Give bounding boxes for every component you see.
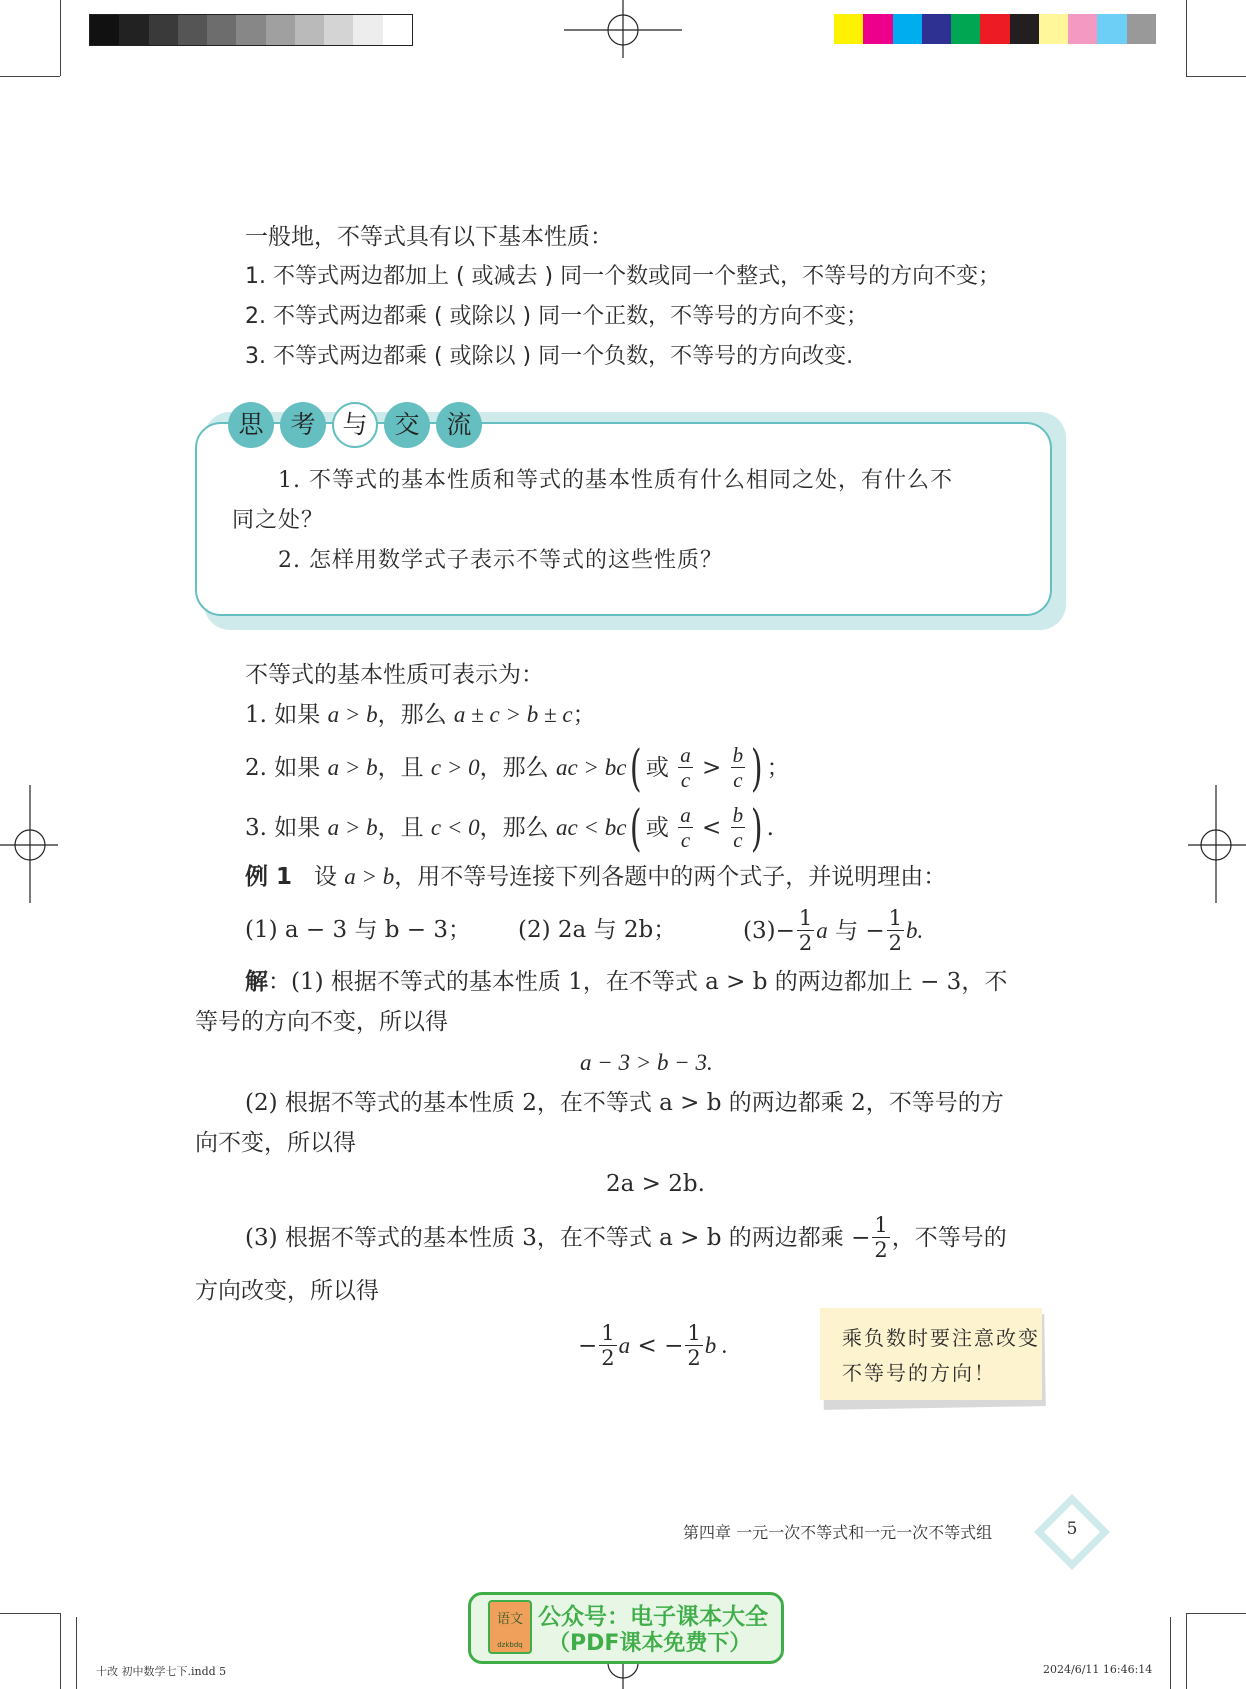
- rule-2-result: ac > bc: [555, 755, 627, 780]
- color-swatch: [90, 15, 119, 45]
- minus-sign: −: [664, 1333, 684, 1359]
- rule-1-cond: a > b: [327, 702, 378, 727]
- crop-mark: [1186, 1613, 1187, 1689]
- crop-mark: [60, 1613, 61, 1689]
- registration-mark-top: [560, 0, 686, 60]
- crop-mark: [0, 76, 60, 77]
- and-text: 与: [835, 918, 859, 944]
- fraction-one-half: $\frac{1}{2}$: [874, 1213, 888, 1262]
- book-icon-text: 语文: [496, 1612, 523, 1627]
- equation-3: [578, 1318, 728, 1374]
- rule-1-result: a ± c > b ± c: [453, 702, 573, 727]
- example-part-3: [743, 905, 923, 957]
- rule-1-end: ；: [572, 702, 596, 728]
- color-swatch: [353, 15, 382, 45]
- color-swatch: [1039, 14, 1068, 44]
- solution-label: 解: [245, 969, 268, 995]
- rule-3-result: ac < bc: [555, 815, 627, 840]
- minus-sign: −: [865, 918, 885, 944]
- part-label: (1): [245, 917, 278, 943]
- title-char: 流: [436, 402, 482, 448]
- solution-1-line2: 等号的方向不变，所以得: [195, 1009, 448, 1035]
- property-2: 2. 不等式两边都乘 ( 或除以 ) 同一个正数，不等号的方向不变；: [245, 304, 869, 329]
- fraction-b-over-c: $\frac{b}{c}$: [732, 803, 744, 852]
- fraction-one-half: $\frac{1}{2}$: [687, 1321, 701, 1370]
- gray-scale-bar: [89, 14, 413, 46]
- rule-3-pre: 3. 如果: [245, 815, 321, 841]
- equation-1: a − 3 > b − 3.: [580, 1050, 713, 1075]
- property-1: 1. 不等式两边都加上 ( 或减去 ) 同一个数或同一个整式，不等号的方向不变；: [245, 264, 1001, 289]
- part-label: (2): [518, 917, 551, 943]
- example-label: 例 1: [245, 864, 293, 890]
- color-swatch: [834, 14, 863, 44]
- rule-1-mid: ，那么: [377, 702, 447, 728]
- symbolic-intro: 不等式的基本性质可表示为：: [245, 662, 544, 688]
- title-char: 交: [384, 402, 430, 448]
- rule-2-cond: a > b: [327, 755, 378, 780]
- part-expression: 2a 与 2b；: [557, 917, 677, 943]
- rule-1-pre: 1. 如果: [245, 702, 321, 728]
- discussion-q1-line2: 同之处？: [232, 508, 325, 533]
- registration-mark-right: [1186, 785, 1246, 905]
- property-3: 3. 不等式两边都乘 ( 或除以 ) 同一个负数，不等号的方向改变.: [245, 344, 854, 369]
- example-post: ，用不等号连接下列各题中的两个式子，并说明理由：: [394, 864, 947, 890]
- color-swatch: [1127, 14, 1156, 44]
- rule-3: [245, 798, 774, 858]
- page-number: 5: [1066, 1519, 1078, 1539]
- title-char: 与: [332, 402, 378, 448]
- fraction-a-over-c: $\frac{a}{c}$: [680, 743, 691, 792]
- color-swatch: [980, 14, 1009, 44]
- example-part-2: [518, 915, 676, 945]
- color-swatch: [149, 15, 178, 45]
- example-pre: 设: [313, 864, 337, 890]
- title-char: 考: [280, 402, 326, 448]
- example-statement: [245, 862, 946, 892]
- right-paren: ): [751, 739, 763, 797]
- rule-3-cond: a > b: [327, 815, 378, 840]
- color-swatch: [1010, 14, 1039, 44]
- file-timestamp: 2024/6/11 16:46:14: [1043, 1663, 1153, 1676]
- watermark-line2: （PDF课本免费下）: [548, 1631, 752, 1656]
- color-swatch: [178, 15, 207, 45]
- color-swatch: [922, 14, 951, 44]
- note-line1: 乘负数时要注意改变: [842, 1326, 1040, 1350]
- registration-mark-left: [0, 785, 60, 905]
- color-swatch: [266, 15, 295, 45]
- rule-2-or: 或: [645, 755, 669, 781]
- fraction-one-half: $\frac{1}{2}$: [888, 906, 903, 955]
- var-b: b .: [704, 1333, 728, 1358]
- title-char: 思: [228, 402, 274, 448]
- var-a: a: [816, 918, 828, 943]
- properties-intro: 一般地，不等式具有以下基本性质：: [245, 224, 613, 250]
- minus-sign: −: [578, 1333, 598, 1359]
- fraction-one-half: $\frac{1}{2}$: [601, 1321, 615, 1370]
- discussion-q2: 2. 怎样用数学式子表示不等式的这些性质？: [278, 548, 723, 573]
- rule-3-cond2: c < 0: [430, 815, 480, 840]
- rule-3-mid1: ，且: [377, 815, 424, 841]
- crop-mark: [1186, 1613, 1246, 1614]
- color-swatch: [383, 15, 412, 45]
- watermark-line1: 公众号：电子课本大全: [538, 1604, 768, 1630]
- color-swatch: [893, 14, 922, 44]
- rule-2-mid2: ，那么: [479, 755, 549, 781]
- book-icon: [488, 1600, 532, 1654]
- rule-1: [245, 700, 596, 730]
- fraction-a-over-c: $\frac{a}{c}$: [680, 803, 691, 852]
- minus-sign: −: [775, 918, 795, 944]
- rule-3-op: <: [702, 815, 722, 841]
- solution-1-text: ：(1) 根据不等式的基本性质 1，在不等式 a > b 的两边都加上 − 3，不: [268, 969, 1008, 995]
- file-info: 十改 初中数学七下.indd 5: [96, 1665, 227, 1678]
- fraction-b-over-c: $\frac{b}{c}$: [732, 743, 744, 792]
- color-swatch: [951, 14, 980, 44]
- solution-2-line2: 向不变，所以得: [195, 1130, 356, 1156]
- rule-3-or: 或: [645, 815, 669, 841]
- solution-3-line2: 方向改变，所以得: [195, 1278, 379, 1304]
- rule-2: [245, 738, 790, 798]
- color-swatch: [863, 14, 892, 44]
- discussion-q1-line1: 1. 不等式的基本性质和等式的基本性质有什么相同之处，有什么不: [278, 468, 953, 493]
- var-a: a: [618, 1333, 631, 1358]
- crop-mark: [60, 0, 61, 76]
- crop-mark: [1186, 76, 1246, 77]
- crop-mark: [1186, 0, 1187, 76]
- color-swatch: [324, 15, 353, 45]
- rule-2-cond2: c > 0: [430, 755, 480, 780]
- left-paren: (: [630, 739, 643, 797]
- book-icon-sub: dzkbdq: [497, 1641, 523, 1649]
- part-expression: a − 3 与 b − 3；: [284, 917, 472, 943]
- var-b: b.: [906, 918, 924, 943]
- rule-2-end: ；: [766, 755, 790, 781]
- note-line2: 不等号的方向！: [842, 1361, 996, 1385]
- solution-3-pre: (3) 根据不等式的基本性质 3，在不等式 a > b 的两边都乘: [245, 1225, 844, 1251]
- crop-mark: [76, 1617, 77, 1689]
- solution-2-line1: (2) 根据不等式的基本性质 2，在不等式 a > b 的两边都乘 2，不等号的方: [245, 1090, 1004, 1116]
- less-than: <: [637, 1333, 657, 1359]
- left-paren: (: [630, 799, 643, 857]
- part-label: (3): [743, 918, 776, 944]
- rule-3-end: .: [766, 815, 774, 841]
- equation-2: 2a > 2b.: [606, 1171, 705, 1197]
- rule-2-pre: 2. 如果: [245, 755, 321, 781]
- color-swatch: [1068, 14, 1097, 44]
- solution-3-line1: [245, 1212, 1007, 1264]
- solution-3-post: ，不等号的: [891, 1225, 1007, 1251]
- solution-1-line1: [245, 967, 1007, 997]
- color-swatch: [1097, 14, 1126, 44]
- right-paren: ): [751, 799, 763, 857]
- color-swatch: [236, 15, 265, 45]
- example-cond: a > b: [344, 864, 395, 889]
- color-bar: [834, 14, 1156, 44]
- example-part-1: [245, 915, 471, 945]
- minus-sign: −: [851, 1225, 871, 1251]
- crop-mark: [0, 1613, 60, 1614]
- rule-2-mid1: ，且: [377, 755, 424, 781]
- crop-mark: [1170, 1617, 1171, 1689]
- chapter-footer: 第四章 一元一次不等式和一元一次不等式组: [683, 1523, 993, 1542]
- color-swatch: [295, 15, 324, 45]
- fraction-one-half: $\frac{1}{2}$: [798, 906, 813, 955]
- rule-2-op: >: [702, 755, 722, 781]
- color-swatch: [207, 15, 236, 45]
- color-swatch: [119, 15, 148, 45]
- rule-3-mid2: ，那么: [479, 815, 549, 841]
